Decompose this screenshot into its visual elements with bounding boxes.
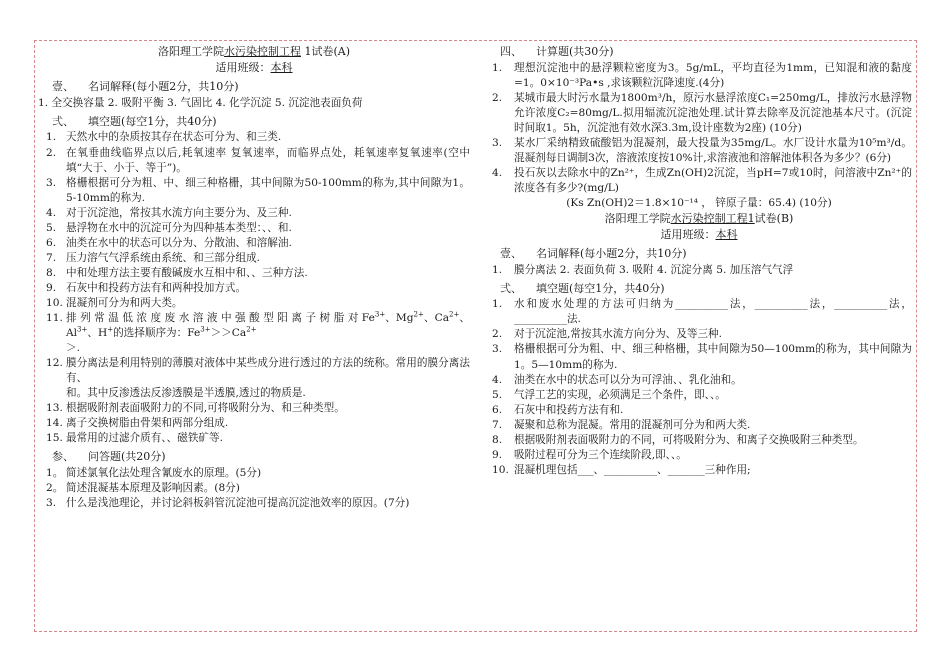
question-item: 2. 在氧垂曲线临界点以后,耗氧速率 复氧速率，而临界点处，耗氧速率复氧速率(空中填“大于、小于、等于”)。 xyxy=(46,146,470,174)
question-item: 6. 石灰中和投药方法有和. xyxy=(492,403,624,416)
question-item: 8. 中和处理方法主要有酸碱废水互相中和、、三种方法. xyxy=(46,266,308,279)
question-item: 1。 简述氯氧化法处理含氰废水的原理。(5分) xyxy=(46,466,262,479)
question-item: 3. 格栅根据可分为粗、中、细三种格栅，其中间隙为50-100mm的称为,其中间隙为1。5-10mm的称为. xyxy=(46,176,470,204)
question-item: 7. 压力溶气气浮系统由系统、和三部分组成. xyxy=(46,251,261,264)
section-heading: 四、 计算题(共30分) xyxy=(500,45,614,58)
question-item: 10. 混凝剂可分为和两大类。 xyxy=(46,296,183,309)
question-item: 8. 根据吸附剂表面吸附力的不同，可将吸附分为、和离子交换吸附三种类型。 xyxy=(492,433,864,446)
paper-a-title: 洛阳理工学院水污染控制工程 1试卷(A) xyxy=(157,45,351,58)
question-item: 10. 混凝机理包括___、__________、_______三种作用; xyxy=(492,463,751,476)
section-heading: 弍、 填空题(每空1分，共40分) xyxy=(52,114,217,128)
question-item: 12. 膜分离法是利用特别的薄膜对液体中某些成分进行透过的方法的统称。常用的膜分离法有、 和。其中反渗透法反渗透膜是半透膜,透过的物质是. xyxy=(46,356,470,399)
question-item: 9. 石灰中和投药方法有和两种投加方式。 xyxy=(46,281,247,294)
question-item: 2。 简述混凝基本原理及影响因素。(8分) xyxy=(46,481,240,494)
section-heading: 参、 问答题(共20分) xyxy=(52,450,166,464)
paper-b-class: 适用班级：本科 xyxy=(660,227,738,241)
paper-b-title: 洛阳理工学院水污染控制工程1试卷(B) xyxy=(604,211,794,225)
question-item: 3. 某水厂采纳精致硫酸铝为混凝剂，最大投量为35mg/L。水厂设计水量为10⁵m³/d。混凝剂每日调制3次，溶液浓度按10%计,求溶液池和溶解池体积各为多少？(6分) xyxy=(492,136,912,164)
right-column xyxy=(486,44,912,478)
section-heading: 壹、 名词解释(每小题2分，共10分) xyxy=(500,247,687,261)
left-column xyxy=(38,44,470,511)
paper-a-class: 适用班级：本科 xyxy=(215,60,293,74)
question-item: 4. 投石灰以去除水中的Zn²⁺，生成Zn(OH)2沉淀，当pH=7或10时，问溶液中Zn²⁺的浓度各有多少?(mg/L) xyxy=(492,166,912,194)
question-item: 4. 对于沉淀池，常按其水流方向主要分为、及三种. xyxy=(46,206,292,219)
question-item: 1. 理想沉淀池中的悬浮颗粒密度为3。5g/mL，平均直径为1mm，已知混和液的黏度=1。0×10⁻³Pa•s ,求该颗粒沉降速度.(4分) xyxy=(492,61,912,89)
section-heading: 壹、 名词解释(每小题2分，共10分) xyxy=(52,80,239,94)
question-item: 1. 天然水中的杂质按其存在状态可分为、和三类. xyxy=(46,131,282,144)
question-item: 3. 格栅根据可分为粗、中、细三种格栅，其中间隙为50—100mm的称为，其中间隙为1。5—10mm的称为. xyxy=(492,343,912,371)
question-item: 1. 水和废水处理的方法可归纳为__________法，__________法，__________法，__________法. xyxy=(492,298,912,326)
question-item: 14. 离子交换树脂由骨架和两部分组成. xyxy=(46,417,229,430)
term-list: 1. 膜分离法 2. 表面负荷 3. 吸附 4. 沉淀分离 5. 加压溶气气浮 xyxy=(492,263,794,276)
question-item: 11. 排 列 常 温 低 浓 度 废 水 溶 液 中 强 酸 型 阳 离 子 树 脂 对 $Fe^{3+}$、$Mg^{2+}$、$Ca^{2+}$、$Al^{3+}$、H+的选择顺序为：$Fe^{3+}>>Ca^{2+}$ ＞. xyxy=(46,310,470,354)
question-item: 15. 最常用的过滤介质有、、磁铁矿等. xyxy=(46,432,223,445)
calc-constants-note: (Ks Zn(OH)2＝1.8×10⁻¹⁴ ， 锌原子量：65.4) (10分) xyxy=(566,196,832,209)
question-item: 5. 悬浮物在水中的沉淀可分为四种基本类型：、、和. xyxy=(46,221,292,234)
question-item: 2. 某城市最大时污水量为1800m³/h，原污水悬浮浓度C₁=250mg/L，排放污水悬浮物允许浓度C₂=80mg/L.拟用辐流沉淀池处理.试计算去除率及沉淀池基本尺寸。(沉淀时间取1。5h，沉淀池有效水深3.3m,设计座数为2座) (10分) xyxy=(492,91,912,134)
question-item: 7. 凝聚和总称为混凝。常用的混凝剂可分为和两大类. xyxy=(492,418,751,431)
question-item: 3. 什么是浅池理论，并讨论斜板斜管沉淀池可提高沉淀池效率的原因。(7分) xyxy=(46,496,410,509)
question-item: 6. 油类在水中的状态可以分为、分散油、和溶解油. xyxy=(46,236,292,249)
question-item: 9. 吸附过程可分为三个连续阶段,即、、。 xyxy=(492,448,687,461)
question-item: 2. 对于沉淀池,常按其水流方向分为、及等三种. xyxy=(492,328,723,341)
section-heading: 弍、 填空题(每空1分，共40分) xyxy=(500,281,665,295)
question-item: 13. 根据吸附剂表面吸附力的不同,可将吸附分为、和三种类型。 xyxy=(46,402,345,415)
question-item: 4. 油类在水中的状态可以分为可浮油、、乳化油和。 xyxy=(492,373,742,386)
term-list: 1. 全交换容量 2. 吸附平衡 3. 气固比 4. 化学沉淀 5. 沉淀池表面负荷 xyxy=(38,96,363,109)
question-item: 5. 气浮工艺的实现，必须满足三个条件，即、、。 xyxy=(492,388,726,401)
